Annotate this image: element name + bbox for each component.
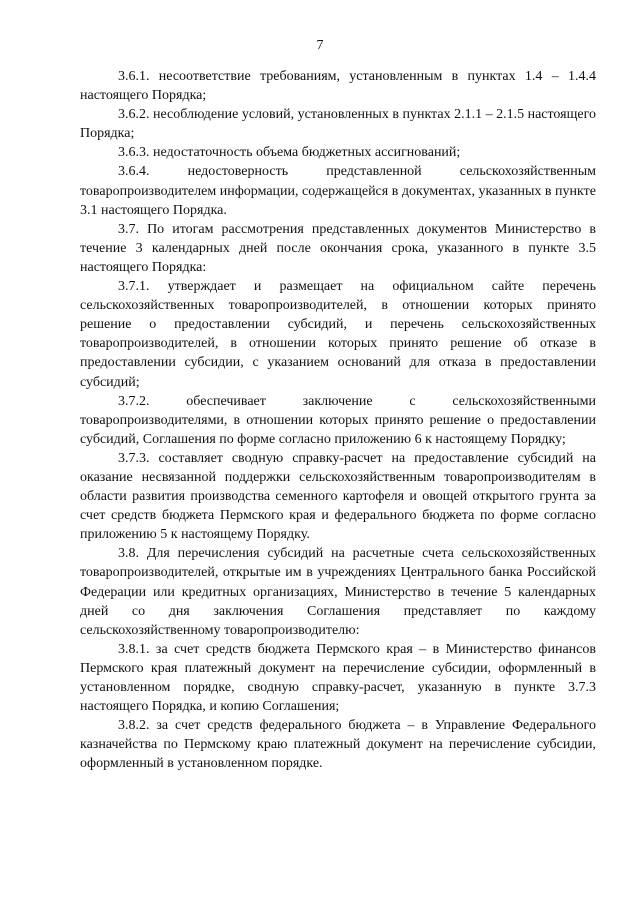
paragraph-3-6-2: 3.6.2. несоблюдение условий, установленных в пунктах 2.1.1 – 2.1.5 настоящего Порядка; — [80, 107, 596, 142]
paragraph-3-7: 3.7. По итогам рассмотрения представленных документов Министерство в течение 3 календарных дней после окончания срока, указанного в пункте 3.5 настоящего Порядка: — [80, 221, 596, 275]
paragraph-3-8-2: 3.8.2. за счет средств федерального бюджета – в Управление Федерального казначейства по Пермскому краю платежный документ на перечисление субсидии, оформленный в установленном порядке. — [80, 718, 596, 772]
paragraph-3-8-1: 3.8.1. за счет средств бюджета Пермского края – в Министерство финансов Пермского края платежный документ на перечисление субсидии, оформленный в установленном порядке, сводную справку-расчет, указанную в пункте 3.7.3 настоящего Порядка, и копию Соглашения; — [80, 641, 596, 715]
paragraph-3-6-1: 3.6.1. несоответствие требованиям, установленным в пунктах 1.4 – 1.4.4 настоящего Порядка; — [80, 69, 596, 104]
paragraph-3-6-3: 3.6.3. недостаточность объема бюджетных ассигнований; — [118, 145, 461, 161]
paragraph-3-7-1: 3.7.1. утверждает и размещает на официальном сайте перечень сельскохозяйственных товаропроизводителей, в отношении которых принято решение о предоставлении субсидий, и перечень сельскохозяйственных товаропроизводителей, в отношении которых принято решение об отказе в предоставлении субсидии, с указанием оснований для отказа в предоставлении субсидий; — [80, 279, 596, 390]
paragraph-3-8: 3.8. Для перечисления субсидий на расчетные счета сельскохозяйственных товаропроизводителей, открытые им в учреждениях Центрального банка Российской Федерации или кредитных организациях, Министерство в течение 5 календарных дней со дня заключения Соглашения представляет по каждому сельскохозяйственному товаропроизводителю: — [80, 546, 596, 638]
document-body — [80, 67, 596, 773]
paragraph-3-7-2: 3.7.2. обеспечивает заключение с сельскохозяйственными товаропроизводителями, в отношении которых принято решение о предоставлении субсидий, Соглашения по форме согласно приложению 6 к настоящему Порядку; — [80, 393, 596, 447]
page-number: 7 — [316, 38, 324, 53]
paragraph-3-6-4: 3.6.4. недостоверность представленной сельскохозяйственным товаропроизводителем информации, содержащейся в документах, указанных в пункте 3.1 настоящего Порядка. — [80, 164, 596, 218]
paragraph-3-7-3: 3.7.3. составляет сводную справку-расчет на предоставление субсидий на оказание несвязанной поддержки сельскохозяйственным товаропроизводителям в области развития производства семенного картофеля и овощей открытого грунта за счет средств бюджета Пермского края и федерального бюджета по форме согласно приложению 5 к настоящему Порядку. — [80, 450, 596, 543]
